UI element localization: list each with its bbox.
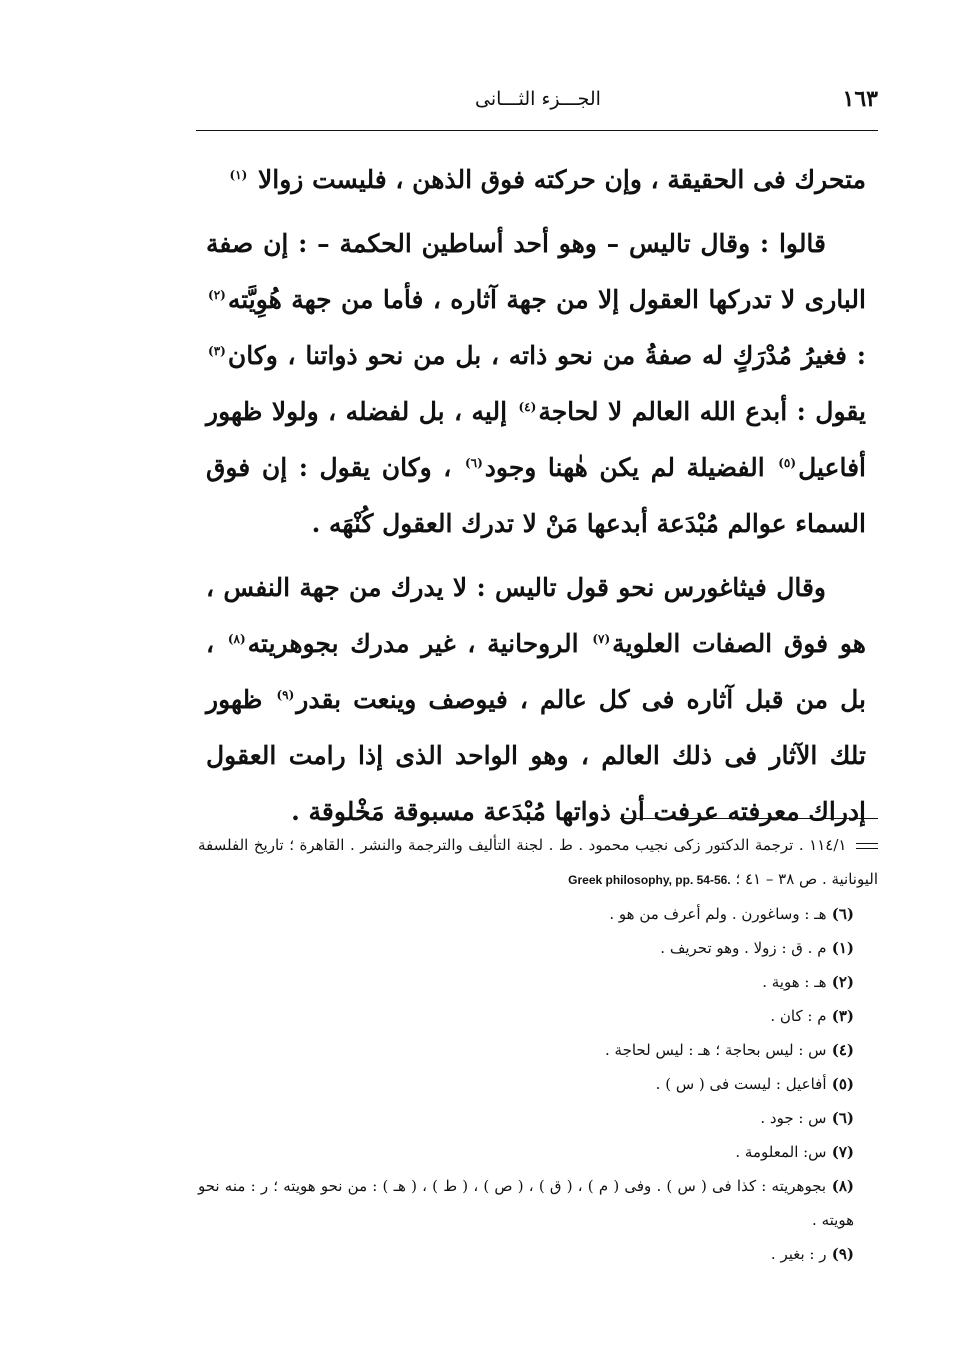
footnote-text: أفاعيل : ليست فى ( س ) .: [655, 1075, 827, 1093]
part-title: الجـــزء الثـــانى: [475, 88, 601, 110]
paragraph-text: يقول : أبدع الله العالم لا لحاجة: [538, 397, 866, 426]
footnote-text: م : كان .: [770, 1007, 827, 1025]
footnote-source-latin: Greek philosophy, pp. 54-56.: [568, 873, 731, 887]
footnote-text: هـ : وساغورن . ولم أعرف من هو .: [609, 905, 827, 923]
paragraph-2: [206, 216, 866, 552]
footnote-number: (٥): [826, 1075, 854, 1093]
footnote-rule: [620, 818, 878, 819]
running-header: [198, 86, 878, 126]
paragraph-text: ، وكان يقول : إن فوق السماء عوالم مُبْدَعة أبدعها مَنْ لا تدرك العقول كُنْهَه .: [206, 453, 866, 538]
footnote-marker: (١): [229, 167, 248, 182]
footnote-entry: [198, 965, 878, 999]
footnote-marker: (٥): [778, 455, 797, 470]
footnote-number: (٣): [826, 1007, 854, 1025]
footnote-text: س : ليس بحاجة ؛ هـ : ليس لحاجة .: [605, 1041, 827, 1059]
paragraph-text: ظهور تلك الآثار فى ذلك العالم ، وهو الواحد الذى إذا رامت العقول إدراك معرفته عرفت أن ذواتها مُبْدَعة مسبوقة مَخْلوقة .: [206, 685, 866, 826]
footnote-number: (٩): [826, 1245, 854, 1263]
paragraph-text: متحرك فى الحقيقة ، وإن حركته فوق الذهن ، فليست زوالا: [258, 165, 866, 194]
footnote-entry: [198, 1237, 878, 1271]
footnote-text: م . ق : زولا . وهو تحريف .: [660, 939, 827, 957]
header-rule: [196, 130, 878, 131]
paragraph-1: [206, 152, 866, 208]
footnote-list: [198, 897, 878, 1271]
main-text: [206, 152, 866, 840]
paragraph-text: وقال فيثاغورس نحو قول تاليس : لا يدرك من جهة النفس ، هو فوق الصفات العلوية: [206, 573, 866, 658]
footnote-entry: [198, 1101, 878, 1135]
paragraph-text: ، بل من قبل آثاره فى كل عالم ، فيوصف وينعت بقدر: [206, 629, 866, 714]
footnote-marker: (٧): [592, 631, 611, 646]
footnote-marker: (٩): [276, 687, 295, 702]
double-rule-icon: [856, 843, 878, 849]
paragraph-text: الروحانية ، غير مدرك بجوهريته: [247, 629, 579, 658]
footnote-entry: [198, 1135, 878, 1169]
footnote-text: س: المعلومة .: [735, 1143, 827, 1161]
footnote-number: (٢): [826, 973, 854, 991]
paragraph-text: قالوا : وقال تاليس – وهو أحد أساطين الحكمة – : إن صفة البارى لا تدركها العقول إلا من جهة آثاره ، فأما من جهة هُوِيَّته: [206, 229, 866, 314]
footnote-number: (٦): [826, 905, 854, 923]
footnote-entry: [198, 931, 878, 965]
paragraph-text: الفضيلة لم يكن هٰهنا وجود: [484, 453, 765, 482]
footnote-number: (٦): [826, 1109, 854, 1127]
footnote-text: ر : بغير .: [770, 1245, 827, 1263]
footnote-marker: (٢): [208, 287, 226, 302]
footnote-text: س : جود .: [760, 1109, 827, 1127]
footnote-source-line: [198, 828, 878, 897]
footnote-entry: [198, 1033, 878, 1067]
footnote-number: (٧): [826, 1143, 854, 1161]
footnote-number: (١): [826, 939, 854, 957]
footnote-marker: (٦): [464, 455, 483, 470]
paragraph-3: [206, 560, 866, 840]
footnote-text: بجوهريته : كذا فى ( س ) . وفى ( م ) ، ( ق ) ، ( ص ) ، ( ط ) ، ( هـ ) : من نحو هويته ؛ ر : منه نحو هويته .: [198, 1177, 854, 1229]
footnote-entry: [198, 897, 878, 931]
footnote-number: (٤): [826, 1041, 854, 1059]
paragraph-text: إليه ، بل لفضله ، ولولا ظهور أفاعيل: [206, 397, 866, 482]
paragraph-text: : فغيرُ مُدْرَكٍ له صفةُ من نحو ذاته ، بل من نحو ذواتنا ، وكان: [227, 341, 866, 370]
footnote-text: هـ : هوية .: [762, 973, 827, 991]
footnote-entry: [198, 1169, 878, 1237]
footnote-marker: (٤): [518, 399, 537, 414]
footnote-marker: (٨): [227, 631, 246, 646]
page-number: ١٦٣: [842, 86, 878, 112]
footnote-number: (٨): [826, 1177, 854, 1195]
footnote-entry: [198, 999, 878, 1033]
footnotes: [198, 828, 878, 1271]
footnote-marker: (٣): [208, 343, 226, 358]
footnote-source-text: ١١٤/١ . ترجمة الدكتور زكى نجيب محمود . ط . لجنة التأليف والترجمة والنشر . القاهرة ؛ تاريخ الفلسفة اليونانية . ص ٣٨ – ٤١ ؛: [198, 836, 878, 888]
footnote-entry: [198, 1067, 878, 1101]
